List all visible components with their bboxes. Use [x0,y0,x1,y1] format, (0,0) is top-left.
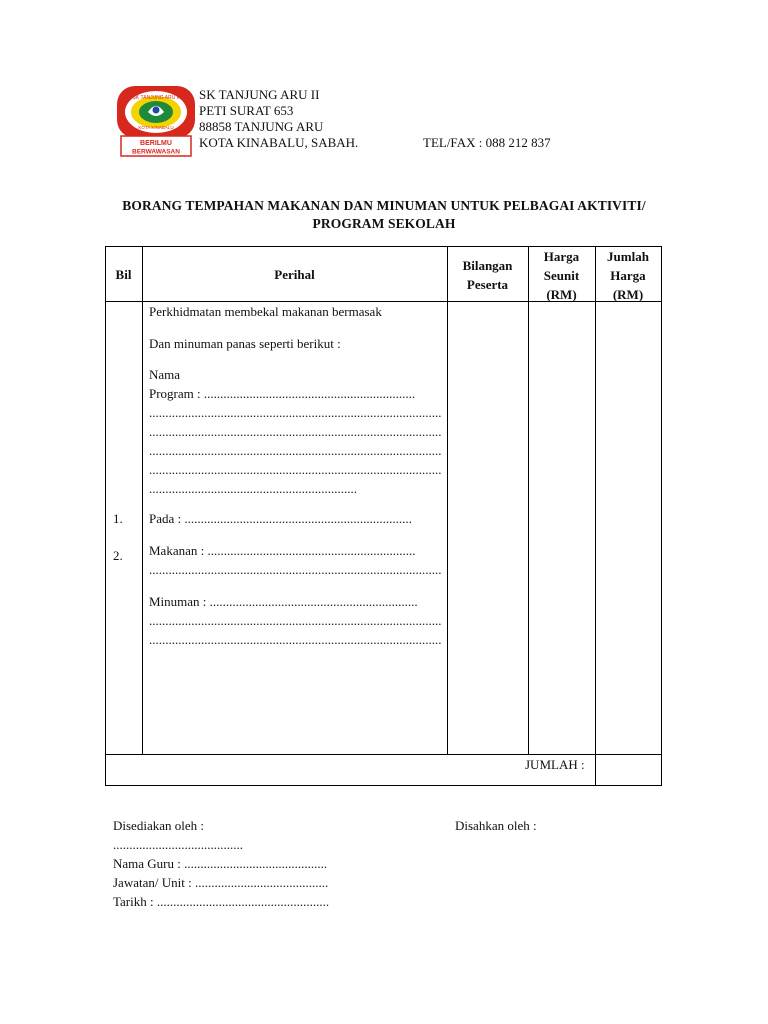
school-city: KOTA KINABALU, SABAH. [199,135,359,150]
school-po-box: PETI SURAT 653 [199,103,294,118]
header-bilangan-line2: Peserta [466,277,509,292]
header-bil: Bil [115,267,132,282]
header-harga-line2: Seunit [543,268,580,283]
perihal-line-b: Dan minuman panas seperti berikut : [149,336,341,351]
header-perihal: Perihal [274,267,315,282]
logo-banner-line1: BERILMU [140,140,172,147]
nama-guru-field: Nama Guru : ............................................ [113,856,328,871]
perihal-minuman: Minuman : ................................................................ [149,594,418,609]
jumlah-label: JUMLAH : [525,757,585,772]
header-jumlah-harga [595,247,661,304]
perihal-makanan-dots: .......................................................................................... [149,562,442,577]
logo-bottom-text: KOTA KINABALU [138,125,174,130]
perihal-line-a: Perkhidmatan membekal makanan bermasak [149,304,382,319]
header-harga-seunit [528,247,595,304]
header-harga-line3: (RM) [546,287,577,302]
perihal-dots-1: .......................................................................................... [149,405,442,420]
perihal-dots-3: .......................................................................................... [149,443,442,458]
header-jumlah-line1: Jumlah [607,249,649,264]
bil-number-1: 1. [113,511,123,526]
header-bilangan-line1: Bilangan [462,258,513,273]
header-jumlah-line3: (RM) [612,287,644,302]
jawatan-field: Jawatan/ Unit : ......................................... [113,875,329,890]
perihal-nama: Nama [149,367,181,382]
perihal-pada: Pada : ...................................................................... [149,511,412,526]
form-title-line2: PROGRAM SEKOLAH [312,216,456,231]
prepared-by-label: Disediakan oleh : [113,818,204,833]
school-telfax: TEL/FAX : 088 212 837 [423,135,551,150]
perihal-dots-5: ................................................................ [149,481,357,496]
approved-by-label: Disahkan oleh : [455,818,537,833]
logo-top-text: SK TANJUNG ARU II [132,95,180,101]
perihal-makanan: Makanan : ................................................................ [149,543,416,558]
header-bilangan [447,256,528,294]
form-title-line1: BORANG TEMPAHAN MAKANAN DAN MINUMAN UNTUK PELBAGAI AKTIVITI/ [122,198,646,213]
header-harga-line1: Harga [543,249,580,264]
signature-dots: ........................................ [113,837,243,852]
header-jumlah-line2: Harga [610,268,646,283]
perihal-minuman-dots-1: .......................................................................................... [149,613,442,628]
school-postcode: 88858 TANJUNG ARU [199,119,324,134]
logo-banner-line2: BERWAWASAN [132,148,180,156]
perihal-dots-4: .......................................................................................... [149,462,442,477]
school-logo [115,84,197,158]
perihal-minuman-dots-2: .......................................................................................... [149,632,442,647]
school-name: SK TANJUNG ARU II [199,87,320,102]
bil-number-2: 2. [113,548,123,563]
perihal-dots-2: .......................................................................................... [149,424,442,439]
tarikh-field: Tarikh : ..................................................... [113,894,330,909]
perihal-program: Program : ................................................................. [149,386,416,401]
